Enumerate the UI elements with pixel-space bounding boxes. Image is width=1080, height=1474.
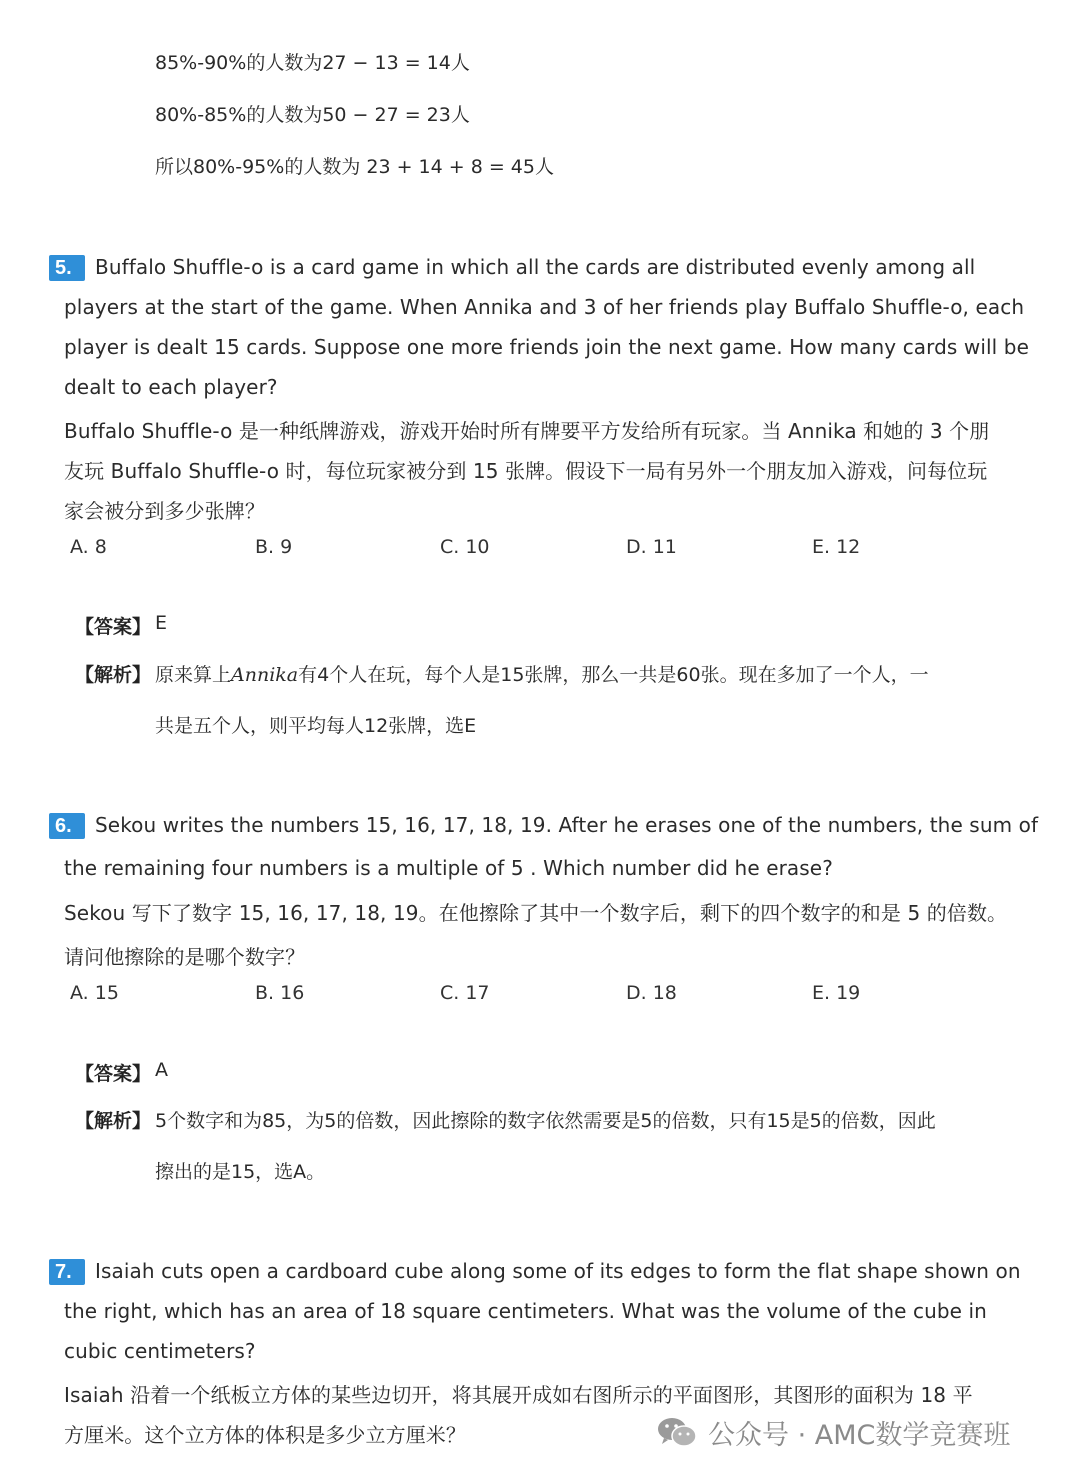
- q6-line-1: Sekou writes the numbers 15, 16, 17, 18, 19. After he erases one of the numbers, the sum of: [95, 813, 1039, 837]
- q7-line-2: the right, which has an area of 18 square centimeters. What was the volume of the cube in: [64, 1299, 987, 1323]
- q6-option-e: E. 19: [812, 982, 861, 1004]
- q5-line-4: dealt to each player?: [64, 375, 278, 399]
- q5-line-6: 友玩 Buffalo Shuffle-o 时，每位玩家被分到 15 张牌。假设下一局有另外一个朋友加入游戏，问每位玩: [64, 459, 988, 483]
- q5-answer-label: 【答案】: [75, 616, 152, 638]
- watermark-text: 公众号 · AMC数学竞赛班: [708, 1419, 1011, 1451]
- q5-line-1: Buffalo Shuffle-o is a card game in which all the cards are distributed evenly among all: [95, 255, 976, 279]
- calc-line-3: 所以80%-95%的人数为 23 + 14 + 8 = 45人: [155, 156, 554, 178]
- q5-analysis-label: 【解析】: [75, 664, 152, 686]
- q7-line-3: cubic centimeters?: [64, 1339, 256, 1363]
- q5-analysis-line-1: [155, 660, 929, 687]
- q6-option-a: A. 15: [70, 982, 119, 1004]
- q7-line-5: 方厘米。这个立方体的体积是多少立方厘米？: [64, 1423, 466, 1447]
- q6-analysis-line-2: 擦出的是15，选A。: [155, 1161, 326, 1183]
- watermark: [656, 1410, 1010, 1454]
- q6-line-3: Sekou 写下了数字 15, 16, 17, 18, 19。在他擦除了其中一个数字后，剩下的四个数字的和是 5 的倍数。: [64, 901, 1008, 925]
- q5-answer-value: E: [155, 612, 168, 634]
- calc-line-1: 85%-90%的人数为27 − 13 = 14人: [155, 52, 470, 74]
- q6-option-c: C. 17: [440, 982, 490, 1004]
- q5-analysis-post: 有4个人在玩，每个人是15张牌，那么一共是60张。现在多加了一个人，一: [298, 664, 929, 686]
- q6-analysis-label: 【解析】: [75, 1110, 152, 1132]
- wechat-icon: [656, 1415, 698, 1449]
- question-6-badge: 6.: [49, 813, 85, 839]
- question-5-badge: 5.: [49, 255, 85, 281]
- q5-option-c: C. 10: [440, 536, 490, 558]
- q5-line-5: Buffalo Shuffle-o 是一种纸牌游戏，游戏开始时所有牌要平方发给所有玩家。当 Annika 和她的 3 个朋: [64, 419, 990, 443]
- q5-line-7: 家会被分到多少张牌？: [64, 499, 265, 523]
- q5-option-a: A. 8: [70, 536, 107, 558]
- q5-analysis-line-2: 共是五个人，则平均每人12张牌，选E: [155, 715, 477, 737]
- q5-line-2: players at the start of the game. When Annika and 3 of her friends play Buffalo Shuffle-o, each: [64, 295, 1025, 319]
- q6-line-2: the remaining four numbers is a multiple of 5 . Which number did he erase?: [64, 856, 833, 880]
- q7-line-4: Isaiah 沿着一个纸板立方体的某些边切开，将其展开成如右图所示的平面图形，其图形的面积为 18 平: [64, 1383, 973, 1407]
- q5-analysis-pre: 原来算上: [155, 664, 232, 686]
- question-7-badge: 7.: [49, 1259, 85, 1285]
- q6-analysis-line-1: 5个数字和为85，为5的倍数，因此擦除的数字依然需要是5的倍数，只有15是5的倍数，因此: [155, 1110, 936, 1132]
- q6-option-d: D. 18: [626, 982, 677, 1004]
- q5-option-b: B. 9: [255, 536, 293, 558]
- q5-analysis-name: Annika: [231, 664, 299, 686]
- q6-line-4: 请问他擦除的是哪个数字？: [64, 945, 306, 969]
- q5-line-3: player is dealt 15 cards. Suppose one more friends join the next game. How many cards will be: [64, 335, 1029, 359]
- q6-answer-value: A: [155, 1059, 168, 1081]
- q7-line-1: Isaiah cuts open a cardboard cube along some of its edges to form the flat shape shown on: [95, 1259, 1021, 1283]
- calc-line-2: 80%-85%的人数为50 − 27 = 23人: [155, 104, 470, 126]
- q6-answer-label: 【答案】: [75, 1063, 152, 1085]
- q6-option-b: B. 16: [255, 982, 305, 1004]
- q5-option-e: E. 12: [812, 536, 861, 558]
- q5-option-d: D. 11: [626, 536, 677, 558]
